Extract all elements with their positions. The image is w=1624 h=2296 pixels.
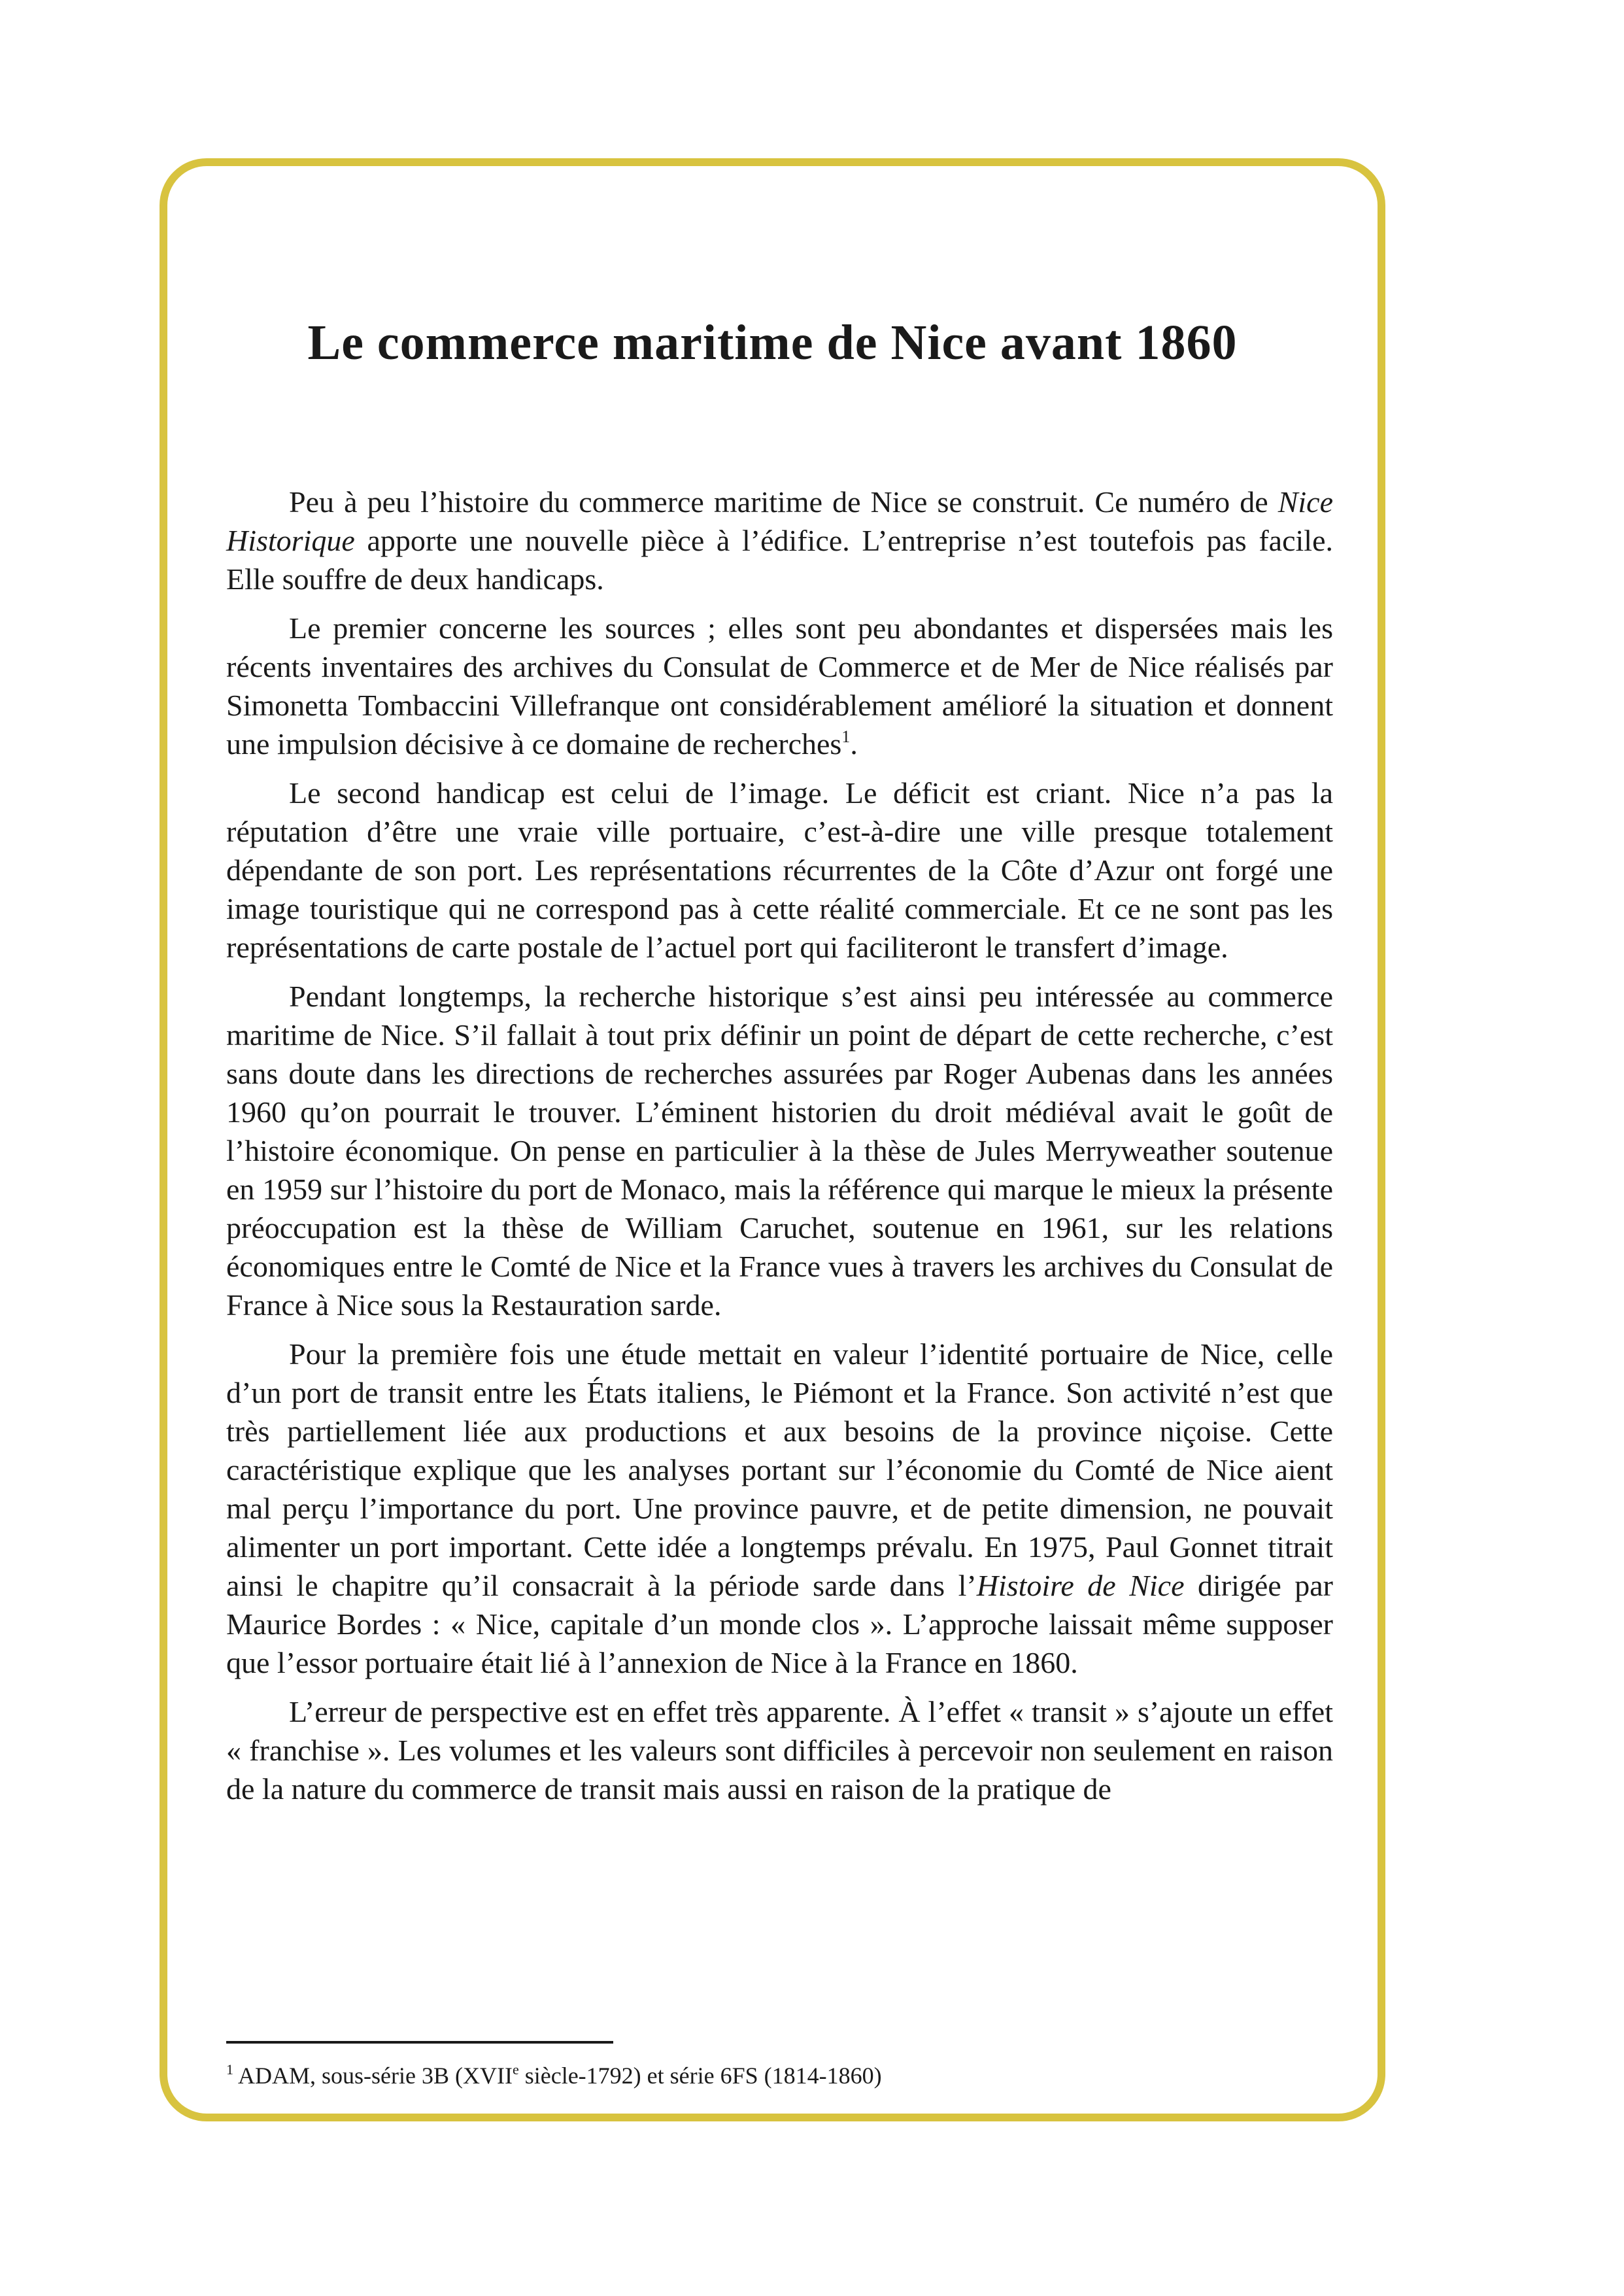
paragraph-1 [226,483,1333,598]
paragraph-5-text-a: Pour la première fois une étude mettait en valeur l’identité portuaire de Nice, celle d’un port de transit entre les États italiens, le Piémont et la France. Son activité n’est que très partiellement liée aux productions et aux besoins de la province niçoise. Cette caractéristique explique que les analyses portant sur l’économie du Comté de Nice aient mal perçu l’importance du port. Une province pauvre, et de petite dimension, ne pouvait alimenter un port important. Cette idée a longtemps prévalu. En 1975, Paul Gonnet titrait ainsi le chapitre qu’il consacrait à la période sarde dans l’ [226,1337,1333,1602]
book-title: Histoire de Nice [976,1569,1185,1602]
paragraph-3: Le second handicap est celui de l’image. Le déficit est criant. Nice n’a pas la réputation d’être une vraie ville portuaire, c’est-à-dire une ville presque totalement dépendante de son port. Les représentations récurrentes de la Côte d’Azur ont forgé une image touristique qui ne correspond pas à cette réalité commerciale. Et ce ne sont pas les représentations de carte postale de l’actuel port qui faciliteront le transfert d’image. [226,776,1333,964]
footnote-text-a: ADAM, sous-série 3B (XVII [233,2063,513,2089]
paragraph-1-text-a: Peu à peu l’histoire du commerce maritime de Nice se construit. Ce numéro de [289,485,1278,519]
paragraph-1-text-c: apporte une nouvelle pièce à l’édifice. L’entreprise n’est toutefois pas facile. Elle souffre de deux handicaps. [226,524,1333,596]
article-body [226,483,1333,1819]
footnote-separator [226,2041,613,2044]
paragraph-5-text-c: dirigée par Maurice Bordes : « Nice, capitale d’un monde clos ». L’approche laissait même supposer que l’essor portuaire était lié à l’annexion de Nice à la France en 1860. [226,1569,1333,1679]
paragraph-6: L’erreur de perspective est en effet très apparente. À l’effet « transit » s’ajoute un effet « franchise ». Les volumes et les valeurs sont difficiles à percevoir non seulement en raison de la nature du commerce de transit mais aussi en raison de la pratique de [226,1695,1333,1806]
paragraph-2-text-a: Le premier concerne les sources ; elles sont peu abondantes et dispersées mais les récents inventaires des archives du Consulat de Commerce et de Mer de Nice réalisés par Simonetta Tombaccini Villefranque ont considérablement amélioré la situation et donnent une impulsion décisive à ce domaine de recherches [226,611,1333,761]
footnote-text-b: siècle-1792) et série 6FS (1814-1860) [518,2063,882,2089]
footnote-century-sup: e [512,2061,519,2078]
paragraph-5 [226,1335,1333,1682]
paragraph-2-text-b: . [850,727,858,761]
journal-title: Nice Historique [226,485,1333,557]
paragraph-2 [226,609,1333,763]
footnote-1 [226,2060,1333,2091]
footnote-mark: 1 [226,2061,233,2078]
footnote-ref-1[interactable]: 1 [841,727,851,746]
article-title: Le commerce maritime de Nice avant 1860 [307,315,1238,370]
paragraph-4: Pendant longtemps, la recherche historique s’est ainsi peu intéressée au commerce maritime de Nice. S’il fallait à tout prix définir un point de départ de cette recherche, c’est sans doute dans les directions de recherches assurées par Roger Aubenas dans les années 1960 qu’on pourrait le trouver. L’éminent historien du droit médiéval avait le goût de l’histoire économique. On pense en particulier à la thèse de Jules Merryweather soutenue en 1959 sur l’histoire du port de Monaco, mais la référence qui marque le mieux la présente préoccupation est la thèse de William Caruchet, soutenue en 1961, sur les relations économiques entre le Comté de Nice et la France vues à travers les archives du Consulat de France à Nice sous la Restauration sarde. [226,980,1333,1322]
